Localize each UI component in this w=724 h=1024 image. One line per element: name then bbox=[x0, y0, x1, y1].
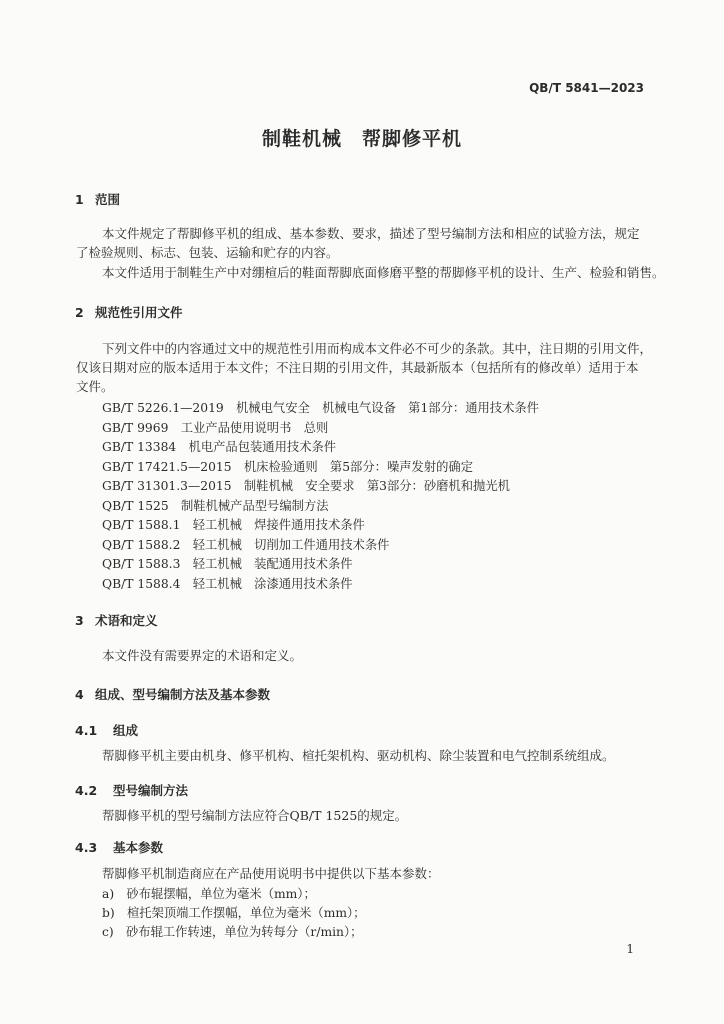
section-number: 1 bbox=[75, 192, 84, 207]
subsection-number: 4.2 bbox=[75, 783, 98, 798]
list-item: a) 砂布辊摆幅，单位为毫米（mm）； bbox=[102, 887, 316, 901]
section-title: 术语和定义 bbox=[95, 613, 158, 628]
reference-item: GB/T 31301.3—2015 制鞋机械 安全要求 第3部分：砂磨机和抛光机 bbox=[102, 479, 510, 493]
section-3-heading bbox=[75, 611, 158, 629]
section-1-heading bbox=[75, 190, 120, 208]
section-title: 组成、型号编制方法及基本参数 bbox=[95, 687, 271, 702]
paragraph-line: 本文件适用于制鞋生产中对绷楦后的鞋面帮脚底面修磨平整的帮脚修平机的设计、生产、检验和销售。 bbox=[102, 265, 665, 280]
paragraph-line: 本文件没有需要界定的术语和定义。 bbox=[102, 648, 303, 663]
subsection-number: 4.3 bbox=[75, 840, 98, 855]
section-number: 2 bbox=[75, 305, 84, 320]
paragraph-line: 文件。 bbox=[76, 379, 114, 394]
standard-code: QB/T 5841—2023 bbox=[529, 81, 644, 95]
section-title: 范围 bbox=[95, 192, 121, 207]
section-title: 规范性引用文件 bbox=[95, 305, 183, 320]
list-item: c) 砂布辊工作转速，单位为转每分（r/min）； bbox=[102, 925, 363, 939]
section-number: 3 bbox=[75, 613, 84, 628]
subsection-title: 组成 bbox=[113, 723, 139, 738]
subsection-4-1-heading bbox=[75, 721, 138, 739]
subsection-title: 型号编制方法 bbox=[113, 783, 189, 798]
reference-item: GB/T 9969 工业产品使用说明书 总则 bbox=[102, 421, 329, 435]
paragraph-line: 本文件规定了帮脚修平机的组成、基本参数、要求，描述了型号编制方法和相应的试验方法，规定 bbox=[102, 226, 640, 241]
reference-item: QB/T 1525 制鞋机械产品型号编制方法 bbox=[102, 499, 329, 513]
reference-item: GB/T 5226.1—2019 机械电气安全 机械电气设备 第1部分：通用技术条件 bbox=[102, 401, 539, 415]
paragraph-line: 帮脚修平机的型号编制方法应符合QB/T 1525的规定。 bbox=[102, 808, 408, 823]
subsection-number: 4.1 bbox=[75, 723, 98, 738]
subsection-title: 基本参数 bbox=[113, 840, 164, 855]
reference-item: QB/T 1588.2 轻工机械 切削加工件通用技术条件 bbox=[102, 538, 390, 552]
paragraph-line: 帮脚修平机制造商应在产品使用说明书中提供以下基本参数： bbox=[102, 866, 440, 881]
paragraph-line: 了检验规则、标志、包装、运输和贮存的内容。 bbox=[76, 245, 339, 260]
section-4-heading bbox=[75, 685, 270, 703]
list-item: b) 楦托架顶端工作摆幅，单位为毫米（mm）； bbox=[102, 906, 366, 920]
section-number: 4 bbox=[75, 687, 84, 702]
paragraph-line: 仅该日期对应的版本适用于本文件；不注日期的引用文件，其最新版本（包括所有的修改单）适用于本 bbox=[76, 360, 639, 375]
subsection-4-3-heading bbox=[75, 838, 163, 856]
section-2-heading bbox=[75, 303, 183, 321]
paragraph-line: 帮脚修平机主要由机身、修平机构、楦托架机构、驱动机构、除尘装置和电气控制系统组成。 bbox=[102, 748, 615, 763]
document-title: 制鞋机械 帮脚修平机 bbox=[261, 128, 462, 150]
reference-item: QB/T 1588.1 轻工机械 焊接件通用技术条件 bbox=[102, 518, 365, 532]
subsection-4-2-heading bbox=[75, 781, 188, 799]
reference-item: QB/T 1588.3 轻工机械 装配通用技术条件 bbox=[102, 557, 353, 571]
reference-item: QB/T 1588.4 轻工机械 涂漆通用技术条件 bbox=[102, 577, 353, 591]
page-number: 1 bbox=[626, 942, 634, 956]
reference-item: GB/T 13384 机电产品包装通用技术条件 bbox=[102, 440, 337, 454]
paragraph-line: 下列文件中的内容通过文中的规范性引用而构成本文件必不可少的条款。其中，注日期的引用文件， bbox=[102, 341, 653, 356]
reference-item: GB/T 17421.5—2015 机床检验通则 第5部分：噪声发射的确定 bbox=[102, 460, 474, 474]
